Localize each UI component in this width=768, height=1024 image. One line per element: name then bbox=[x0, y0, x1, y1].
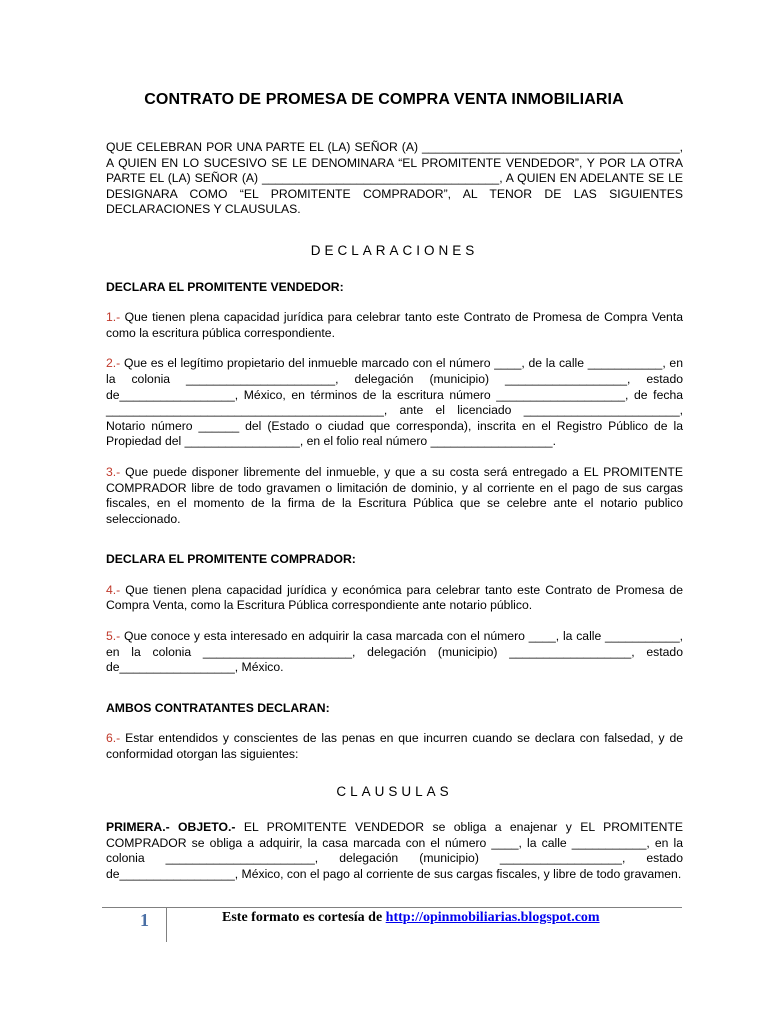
declaration-number: 1.- bbox=[106, 310, 121, 325]
declaration-text: Que puede disponer libremente del inmueble, y que a su costa será entregado a EL PROMITENTE COMPRADOR libre de todo gravamen o limitación de dominio, y al corriente en el pago de sus cargas fiscales, en el momento de la firma de la Escritura Pública que se celebre ante el notario publico seleccionado. bbox=[106, 464, 683, 526]
declaraciones-heading: DECLARACIONES bbox=[310, 242, 479, 258]
clause-primera bbox=[106, 820, 683, 882]
declaration-number: 3.- bbox=[106, 464, 121, 479]
intro-paragraph: QUE CELEBRAN POR UNA PARTE EL (LA) SEÑOR (A) ______________________________________, A QUIEN EN LO SUCESIVO SE LE DENOMINARA “EL PROMITENTE VENDEDOR”, Y POR LA OTRA PARTE EL (LA) SEÑOR (A) ___________________________________, A QUIEN EN ADELANTE SE LE DESIGNARA COMO “EL PROMITENTE COMPRADOR”, AL TENOR DE LAS SIGUIENTES DECLARACIONES Y CLAUSULAS. bbox=[106, 140, 683, 217]
declaration-6 bbox=[106, 731, 683, 762]
vendedor-heading: DECLARA EL PROMITENTE VENDEDOR: bbox=[106, 279, 344, 294]
footer-link[interactable]: http://opinmobiliarias.blogspot.com bbox=[385, 910, 600, 925]
declaration-text: Que tienen plena capacidad jurídica para celebrar tanto este Contrato de Promesa de Compra Venta como la escritura pública correspondiente. bbox=[106, 310, 683, 340]
document-body bbox=[106, 140, 683, 883]
document-title: CONTRATO DE PROMESA DE COMPRA VENTA INMOBILIARIA bbox=[144, 91, 624, 108]
declaration-4 bbox=[106, 583, 683, 614]
page-number: 1 bbox=[140, 910, 149, 930]
declaration-5 bbox=[106, 629, 683, 676]
declaration-1 bbox=[106, 310, 683, 341]
declaration-number: 6.- bbox=[106, 731, 121, 746]
footer-courtesy-text: Este formato es cortesía de bbox=[222, 910, 386, 925]
footer-courtesy bbox=[222, 910, 600, 926]
declaration-text: Que conoce y esta interesado en adquirir la casa marcada con el número ____, la calle ___________, en la colonia ______________________, delegación (municipio) __________________, estado de_________________, México. bbox=[106, 629, 683, 675]
clause-label: PRIMERA.- OBJETO.- bbox=[106, 820, 236, 835]
declaration-text: Que es el legítimo propietario del inmueble marcado con el número ____, de la calle ___________, en la colonia ______________________, delegación (municipio) __________________, estado de_________________, México, en términos de la escritura número ___________________, de fecha _________________________________________, ante el licenciado _______________________, Notario número ______ del (Estado o ciudad que corresponda), inscrita en el Registro Público de la Propiedad del _________________, en el folio real número __________________. bbox=[106, 356, 683, 449]
clause-text: EL PROMITENTE VENDEDOR se obliga a enajenar y EL PROMITENTE COMPRADOR se obliga a adquirir, la casa marcada con el número ____, la calle ___________, en la colonia ______________________, delegación (municipio) __________________, estado de_________________, México, con el pago al corriente de sus cargas fiscales, y libre de todo gravamen. bbox=[106, 820, 684, 881]
footer-vertical-divider bbox=[166, 908, 167, 942]
declaration-number: 4.- bbox=[106, 582, 121, 597]
declaration-number: 2.- bbox=[106, 356, 121, 371]
footer-divider bbox=[102, 907, 682, 908]
declaration-text: Que tienen plena capacidad jurídica y económica para celebrar tanto este Contrato de Promesa de Compra Venta, como la Escritura Pública correspondiente ante notario público. bbox=[106, 582, 683, 613]
declaration-3 bbox=[106, 465, 683, 527]
ambos-heading: AMBOS CONTRATANTES DECLARAN: bbox=[106, 700, 330, 715]
declaration-2 bbox=[106, 356, 683, 450]
declaration-text: Estar entendidos y conscientes de las penas en que incurren cuando se declara con falsedad, y de conformidad otorgan las siguientes: bbox=[106, 731, 683, 762]
declaration-number: 5.- bbox=[106, 629, 121, 644]
clausulas-heading: CLAUSULAS bbox=[336, 783, 453, 799]
comprador-heading: DECLARA EL PROMITENTE COMPRADOR: bbox=[106, 552, 356, 567]
